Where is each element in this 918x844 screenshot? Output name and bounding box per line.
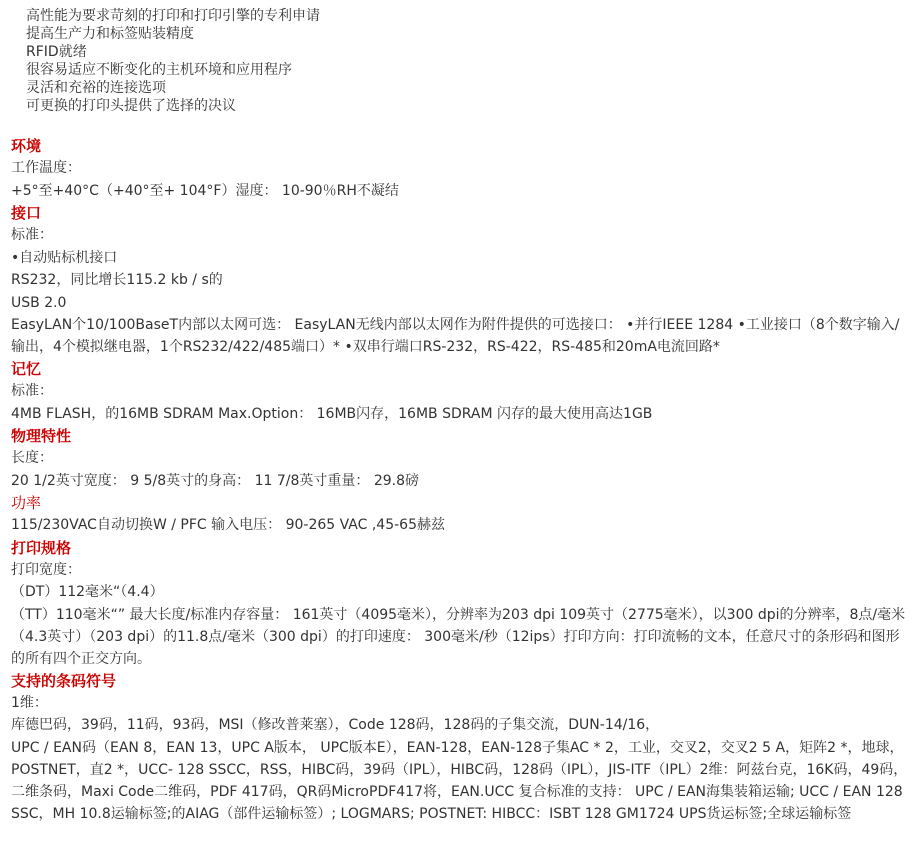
spacer: [11, 115, 910, 135]
spec-paragraph: （TT）110毫米“” 最大长度/标准内存容量： 161英寸（4095毫米），分辨率为203 dpi 109英寸（2775毫米），以300 dpi的分辨率，8点/毫米（4.3英寸）（203 dpi）的11.8点/毫米（300 dpi）的打印速度： 300毫米/秒（12ips）打印方向：打印流畅的文本，任意尺寸的条形码和图形的所有四个正交方向。: [11, 606, 906, 667]
feature-list: [11, 7, 910, 115]
spec-line: 标准：: [11, 383, 53, 399]
feature-item: 可更换的打印头提供了选择的决议: [26, 98, 236, 114]
section-heading-barcodes: 支持的条码符号: [11, 671, 117, 690]
section-heading-interface: 接口: [11, 204, 42, 222]
spec-line: 标准：: [11, 227, 53, 243]
section-heading-print: 打印规格: [11, 538, 72, 557]
section-heading-memory: 记忆: [11, 360, 42, 378]
feature-item: 提高生产力和标签贴装精度: [26, 26, 194, 42]
feature-item: RFID就绪: [26, 44, 87, 60]
feature-item: 很容易适应不断变化的主机环境和应用程序: [26, 62, 292, 78]
spec-line: RS232，同比增长115.2 kb / s的: [11, 272, 223, 288]
feature-item: 高性能为要求苛刻的打印和打印引擎的专利申请: [26, 8, 320, 24]
spec-line: 20 1/2英寸宽度： 9 5/8英寸的身高： 11 7/8英寸重量： 29.8磅: [11, 472, 420, 489]
section-heading-power: 功率: [11, 494, 42, 512]
spec-paragraph: EasyLAN个10/100BaseT内部以太网可选： EasyLAN无线内部以太网作为附件提供的可选接口： •并行IEEE 1284 •工业接口（8个数字输入/输出，4个模拟继电器，1个RS232/422/485端口）* •双串行端口RS-232，RS-422，RS-485和20mA电流回路*: [11, 317, 900, 355]
section-heading-physical: 物理特性: [11, 427, 72, 445]
feature-item: 灵活和充裕的连接选项: [26, 80, 166, 96]
spec-line: 打印宽度：: [11, 561, 81, 578]
spec-line: 115/230VAC自动切换W / PFC 输入电压： 90-265 VAC ,45-65赫兹: [11, 517, 445, 533]
spec-paragraph: UPC / EAN码（EAN 8，EAN 13，UPC A版本， UPC版本E），EAN-128，EAN-128子集AC * 2，工业，交叉2，交叉2 5 A，矩阵2 *，地球，POSTNET，直2 *，UCC- 128 SSCC，RSS，HIBC码，39码（IPL），HIBC码，128码（IPL），JIS-ITF（IPL）2维：阿兹台克，16K码，49码，二维条码，Maxi Code二维码，PDF 417码，QR码MicroPDF417将，EAN.UCC 复合标准的支持： UPC / EAN海集装箱运输; UCC / EAN 128 SSC，MH 10.8运输标签;的AIAG（部件运输标签）; LOGMARS; POSTNET: HIBCC：ISBT 128 GM1724 UPS货运标签;全球运输标签: [11, 739, 908, 822]
spec-line: USB 2.0: [11, 294, 67, 311]
spec-line: 4MB FLASH，的16MB SDRAM Max.Option： 16MB闪存，16MB SDRAM 闪存的最大使用高达1GB: [11, 405, 653, 422]
spec-line: •自动贴标机接口: [11, 249, 118, 266]
spec-line: （DT）112毫米“（4.4）: [11, 584, 164, 600]
spec-line: 库德巴码，39码，11码，93码，MSI（修改普莱塞），Code 128码，128码的子集交流，DUN-14/16，: [11, 717, 660, 733]
spec-line: +5°至+40°C（+40°至+ 104°F）湿度： 10-90％RH不凝结: [11, 182, 399, 199]
spec-line: 1维：: [11, 694, 48, 711]
spec-line: 长度：: [11, 450, 53, 466]
spec-line: 工作温度：: [11, 160, 81, 176]
section-heading-environment: 环境: [11, 137, 42, 155]
